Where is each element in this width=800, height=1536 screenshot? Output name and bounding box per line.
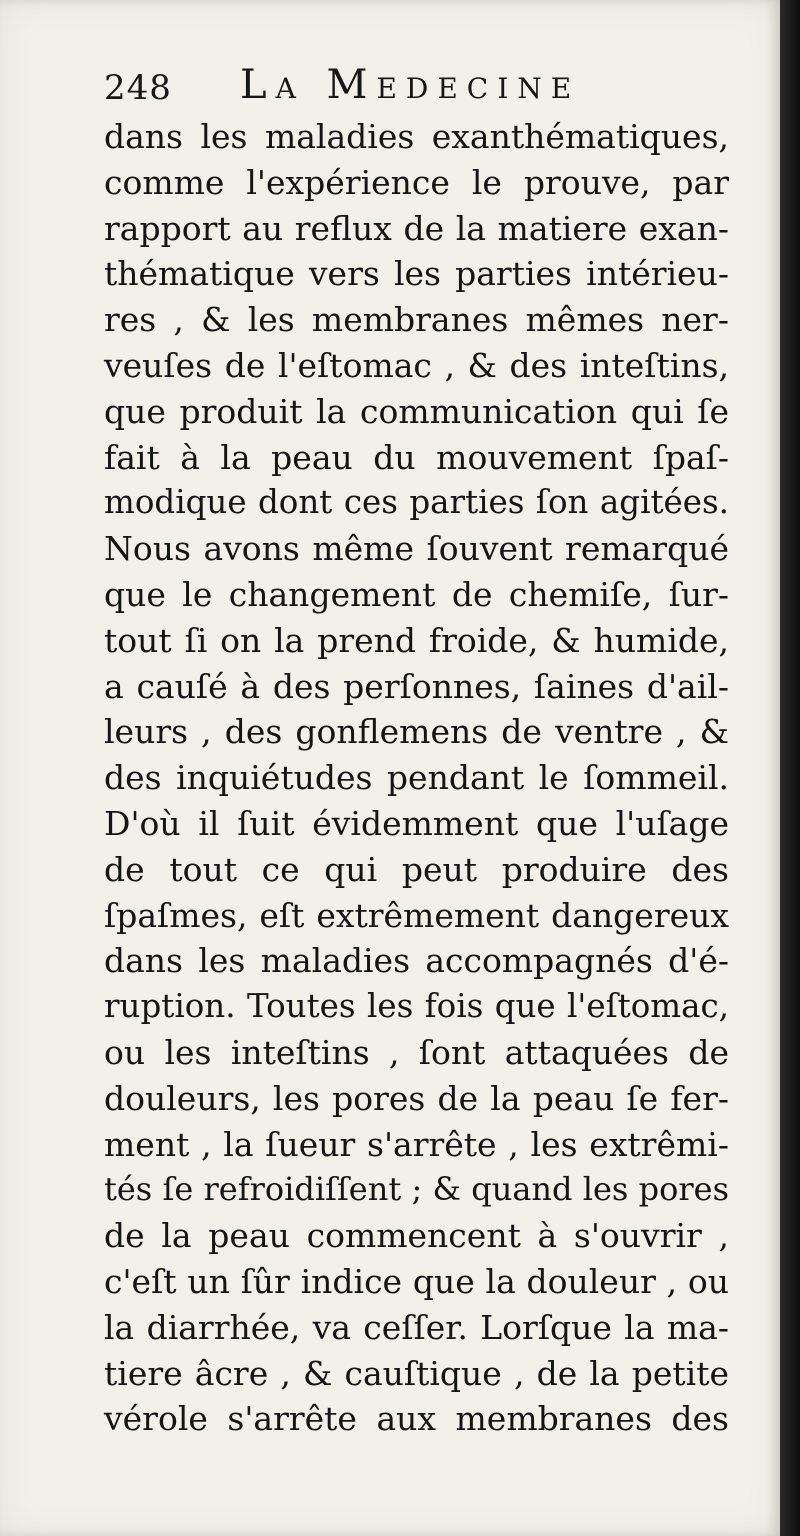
text-line: de tout ce qui peut produire des [104,849,729,889]
text-line: la diarrhée, va ceſſer. Lorſque la ma- [104,1307,729,1347]
text-line: tiere âcre , & cauſtique , de la petite [104,1353,729,1393]
text-line: tout ſi on la prend froide, & humide, [104,620,729,660]
text-line: ruption. Toutes les fois que l'eſtomac, [104,987,729,1026]
text-line: rapport au reflux de la matiere exan- [104,208,729,248]
text-line: comme l'expérience le prouve, par [104,162,729,202]
text-line: a cauſé à des perſonnes, ſaines d'ail- [104,666,729,706]
text-line: leurs , des gonflemens de ventre , & [104,712,729,752]
text-line: tés ſe refroidiſſent ; & quand les pores [104,1170,729,1209]
text-line: thématique vers les parties intérieu- [104,254,729,294]
text-line: de la peau commencent à s'ouvrir , [104,1216,729,1256]
text-line: des inquiétudes pendant le ſommeil. [104,758,729,798]
text-line: ou les inteſtins , ſont attaquées de [104,1032,729,1072]
text-line: c'eſt un ſûr indice que la douleur , ou [104,1261,729,1301]
text-line: ſpaſmes, eſt extrêmement dangereux [104,895,729,935]
text-line: res , & les membranes mêmes ner- [104,300,729,340]
page-number: 248 [104,68,172,108]
page-header [104,62,744,120]
text-line: fait à la peau du mouvement ſpaſ- [104,437,729,477]
body-text [104,114,729,1442]
page-edge-shadow [780,0,800,1536]
text-line: Nous avons même ſouvent remarqué [104,529,729,569]
text-line: dans les maladies exanthématiques, [104,117,729,156]
text-line: que produit la communication qui ſe [104,391,729,431]
text-line: vérole s'arrête aux membranes des [104,1399,729,1439]
text-line: modique dont ces parties ſon agitées. [104,483,729,522]
text-line: veuſes de l'eſtomac , & des inteſtins, [104,345,729,385]
text-line: dans les maladies accompagnés d'é- [104,941,729,981]
text-line: que le changement de chemiſe, ſur- [104,574,729,614]
text-line: douleurs, les pores de la peau ſe fer- [104,1078,729,1118]
text-line: D'où il ſuit évidemment que l'uſage [104,803,729,843]
text-line: ment , la ſueur s'arrête , les extrêmi- [104,1124,729,1164]
running-title: La Medecine [240,62,581,108]
